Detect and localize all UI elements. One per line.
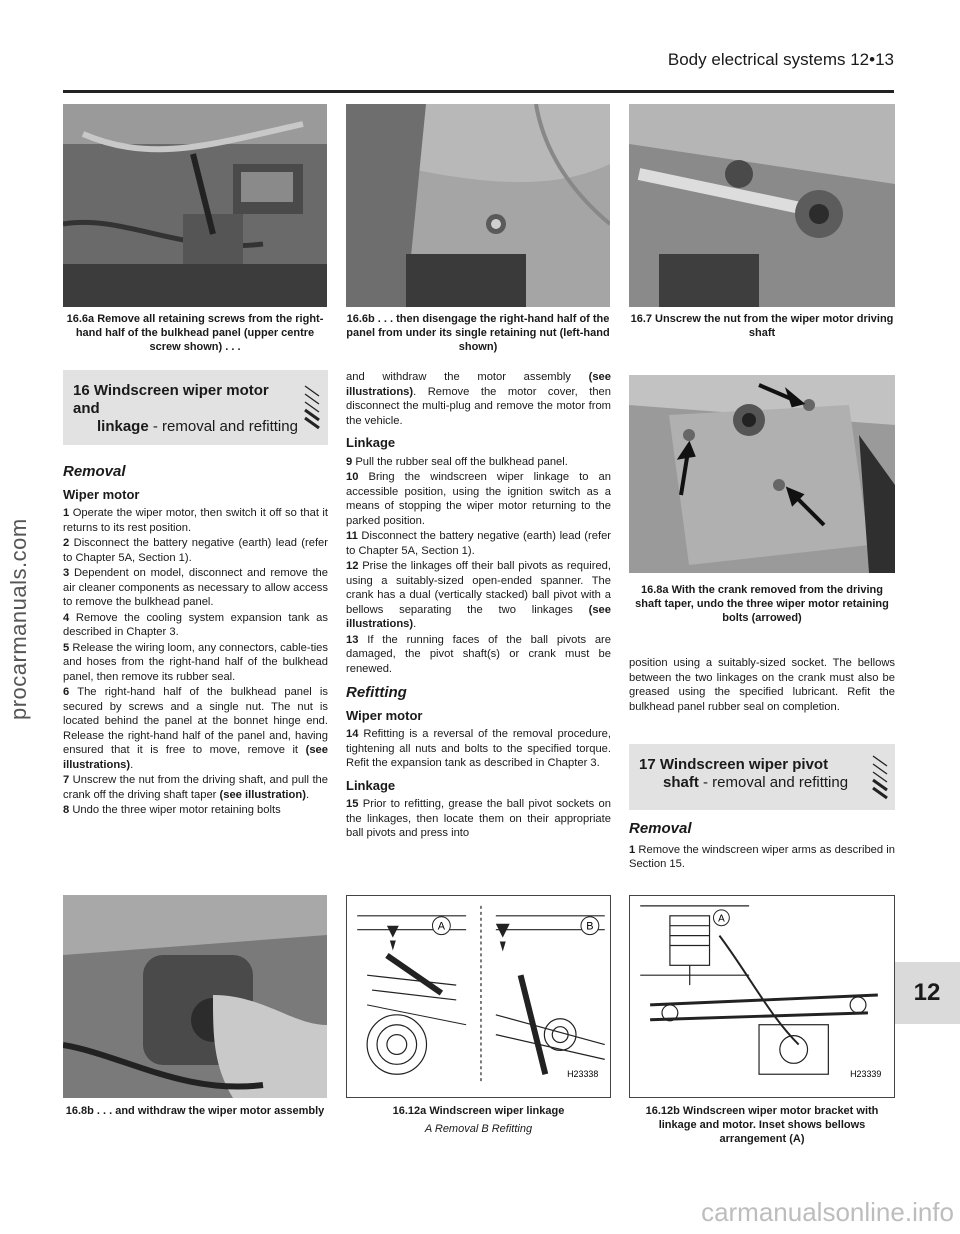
column-3-text [629,656,895,715]
caption-16-8a: 16.8a With the crank removed from the driving shaft taper, undo the three wiper motor retaining bolts (arrowed) [635,584,889,624]
section-17-title: 17 Windscreen wiper pivot shaft - removal and refitting [639,756,849,791]
photo-16-6b [346,104,610,307]
difficulty-spanner-icon [301,382,323,432]
column-1 [63,455,328,819]
linkage-heading: Linkage [346,435,396,450]
diagram-16-12b [629,895,895,1098]
caption-16-7: 16.7 Unscrew the nut from the wiper motor driving shaft [630,313,894,339]
refitting-heading: Refitting [346,684,407,701]
page-header-title: Body electrical systems 12•13 [667,50,894,69]
diagram-label-b: B [586,920,594,933]
diagram-16-12a [346,895,611,1098]
step-8-continued: and withdraw the motor assembly (see illustrations). Remove the motor cover, then disconnect the multi-plug and remove the motor from the vehicle. [346,371,611,427]
photo-16-8a [629,375,895,573]
section-17-heading-box [629,744,895,810]
diagram-label-a: A [437,920,446,933]
step-3: 3 Dependent on model, disconnect and remove the air cleaner components as necessary to allow access to remove the bulkhead panel. [63,567,329,608]
step-11: 11 Disconnect the battery negative (earth) lead (refer to Chapter 5A, Section 1). [346,530,612,557]
step-8: 8 Undo the three wiper motor retaining bolts [63,804,281,816]
step-10: 10 Bring the windscreen wiper linkage to an accessible position, using the ignition switch as a means of stopping the wiper motor returning to the parked position. [346,471,611,527]
caption-16-6a: 16.6a Remove all retaining screws from the right-hand half of the bulkhead panel (upper centre screw shown) . . . [66,313,324,353]
diagram-label-a-inset: A [718,913,725,925]
wiper-motor-heading-2: Wiper motor [346,707,423,723]
watermark-bottom: carmanualsonline.info [701,1197,954,1227]
caption-16-12a: 16.12a Windscreen wiper linkage A Removal B Refitting [346,1104,611,1136]
caption-16-6b: 16.6b . . . then disengage the right-hand half of the panel from under its single retaining nut (left-hand shown) [346,313,610,353]
caption-16-12a-sub: A Removal B Refitting [424,1123,533,1135]
caption-16-8b: 16.8b . . . and withdraw the wiper motor assembly [65,1105,325,1117]
s17-step-1: 1 Remove the windscreen wiper arms as described in Section 15. [629,843,895,870]
step-15: 15 Prior to refitting, grease the ball pivot sockets on the linkages, then locate them on their appropriate ball pivots and press into [346,798,611,839]
diagram-code-a: H23338 [567,1069,599,1080]
column-3-section-17 [629,820,895,873]
section-16-title: 16 Windscreen wiper motor and linkage - removal and refitting [73,382,298,435]
step-1: 1 Operate the wiper motor, then switch it off so that it returns to its rest position. [63,507,329,534]
step-7: 7 Unscrew the nut from the driving shaft, and pull the crank off the driving shaft taper (see illustration). [63,774,328,801]
header-rule [63,90,894,93]
section-16-heading-box [63,370,328,445]
chapter-tab: 12 [894,962,960,1024]
step-14: 14 Refitting is a reversal of the removal procedure, tightening all nuts and bolts to the specified torque. Refit the expansion tank as described in Chapter 3. [346,728,612,769]
watermark-left: procarmanuals.com [6,518,31,720]
step-4: 4 Remove the cooling system expansion tank as described in Chapter 3. [63,611,328,638]
step-6: 6 The right-hand half of the bulkhead panel is secured by screws and a single nut. The nut is located behind the panel at the bonnet hinge end. Release the right-hand half of the panel and, having ensured that it is free to move, remove it (see illustrations). [63,686,329,771]
caption-16-12b: 16.12b Windscreen wiper motor bracket with linkage and motor. Inset shows bellows arrangement (A) [645,1105,879,1145]
step-13: 13 If the running faces of the ball pivots are damaged, the pivot shaft(s) or crank must be renewed. [346,633,611,675]
removal-heading-17: Removal [629,820,692,837]
photo-16-8b [63,895,327,1098]
step-9: 9 Pull the rubber seal off the bulkhead panel. [346,455,568,468]
photo-16-6a [63,104,327,307]
step-15-continued: position using a suitably-sized socket. The bellows between the two linkages on the crank must also be greased using the specified lubricant. Refit the bulkhead panel rubber seal on completion. [629,657,895,713]
column-2 [346,370,611,842]
linkage-heading-2: Linkage [346,777,396,793]
step-2: 2 Disconnect the battery negative (earth) lead (refer to Chapter 5A, Section 1). [63,537,329,564]
photo-16-7 [629,104,895,307]
wiper-motor-heading: Wiper motor [63,486,140,502]
diagram-code-b: H23339 [850,1069,882,1080]
step-5: 5 Release the wiring loom, any connectors, cable-ties and hoses from the right-hand half of the bulkhead panel, then remove its rubber seal. [63,641,329,683]
removal-heading: Removal [63,463,126,480]
step-12: 12 Prise the linkages off their ball pivots as required, using a suitably-sized open-ended spanner. The crank has a dual (vertically stacked) ball pivot with a bellows separating the two linkages (see illustrations). [346,560,611,630]
difficulty-spanner-icon-17 [869,752,891,802]
